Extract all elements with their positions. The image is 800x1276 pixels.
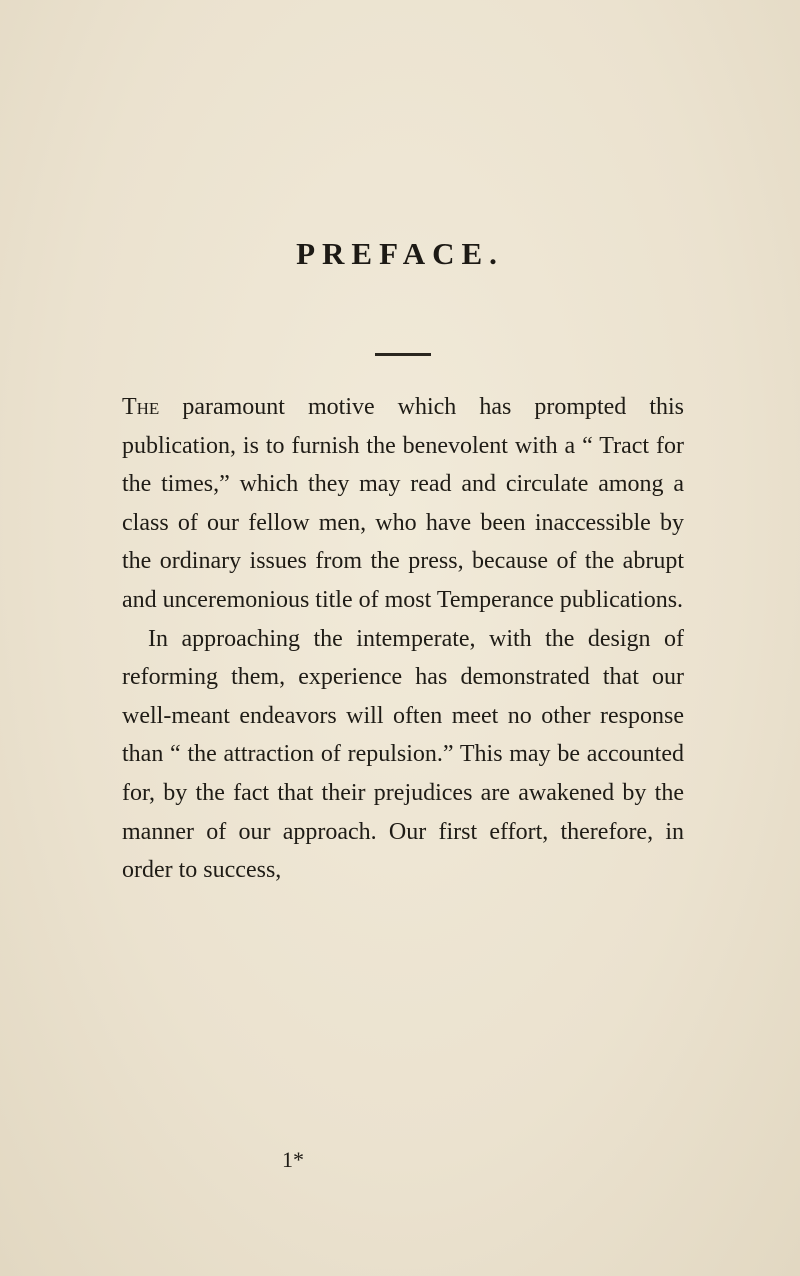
signature-mark: 1* xyxy=(282,1147,304,1172)
title-rule xyxy=(375,353,431,356)
page-title: PREFACE. xyxy=(296,236,504,271)
paragraph-1-lead: The xyxy=(122,394,160,420)
paragraph-1-rest: paramount motive which has prompted this publication, is to furnish the benevolent with a “ Tract for the times,” which they may read and circulate among a class of our fellow men, who have been inaccessible by the ordinary issues from the press, because of the abrupt and unceremonious title of most Temperance publications. xyxy=(122,394,684,613)
paragraph-2: In approaching the intemperate, with the design of reforming them, experience has demonstrated that our well-meant endeavors will often meet no other response than “ the attraction of repulsion.” This may be accounted for, by the fact that their prejudices are awakened by the manner of our approach. Our first effort, therefore, in order to success, xyxy=(122,625,684,884)
body-text xyxy=(122,388,684,890)
paragraph-1 xyxy=(122,388,684,620)
